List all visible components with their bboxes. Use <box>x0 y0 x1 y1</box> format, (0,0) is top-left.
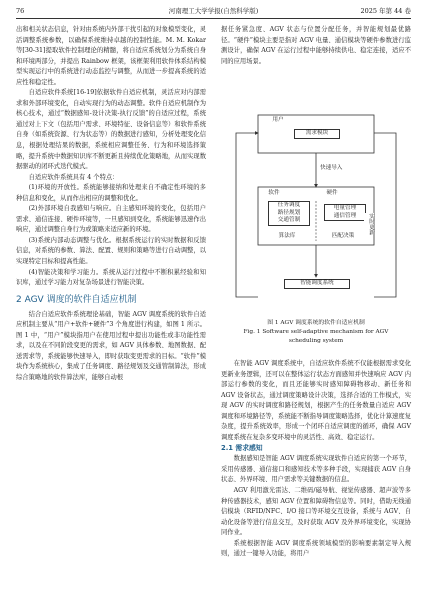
list-item: (2)外部环境自我感知与响应。自主感知环境的变化，包括用户需求、通信连接、硬件环境等，一旦感知到变化，系统能够迅速作出响应，通过调整自身行为或策略来适应新的环境。 <box>16 205 206 234</box>
paragraph: 出和相关状态信息，针对由系统内外部干扰引起的对象模型变化，灵活调整系统参数，以确保系统维持卓越的控制性能。M. M. Kokar 等[30-31]提取软件控制理论的精髓，将自适应系统划分为系统自身和环境两部分，并提出 Rainbow 框架，该框架利用软件体系结构模型实现运行中的系统进行动态监控与调整，从而进一步提高系统的适应性和稳定性。 <box>16 26 206 86</box>
paragraph: 系统根据智能 AGV 调度系统领域模型的影响要素制定导入规则，通过一键导入功能，将用户 <box>221 539 411 558</box>
paragraph: 据任务紧急度、AGV 状态与位置分配任务，并智能规划最优路径。“硬件”模块主要是指对 AGV 电量、通信模块等硬件参数进行监测设计，确保 AGV 在运行过程中能够持续供电、稳定连接，适应不同的应用场景。 <box>221 26 411 65</box>
demand-module-box: 需求模块 <box>294 129 340 139</box>
list-item: (1)环境的开放性。系统能够接纳和处理来自不确定性环境的多种信息和变化，从而作出相应的调整和优化。 <box>16 184 206 202</box>
left-column <box>16 25 206 384</box>
figure-caption-en: Fig. 1 Software self-adaptive mechanism for AGV <box>243 329 389 335</box>
issue-info: 2025 年第 44 卷 <box>360 7 411 15</box>
paragraph: 结合自适应软件系统理论基础，智能 AGV 调度系统的软件自适应机制主要从“用户+软件+硬件”3 个角度进行构建，如图 1 所示。图 1 中，“用户”模块指用户在使用过程中提出功能性或非功能性需求，以及在不同阶段变更的需求，如 AGV 具体参数、地图数据、配送需求等，系统能够快速导入，即时获取变更需求的目标。“软件”模块作为系统核心，集成了任务调度、路径规划及交通管制算法，形成综合策略地的软件算法库，能够自动根 <box>16 310 206 381</box>
loop-left <box>236 133 258 297</box>
list-item: (4)智能决策和学习能力。系统从运行过程中不断积累经验和知识库，通过学习能力对复杂场景进行智能决策。 <box>16 268 206 287</box>
subsection-heading: 2.1 需求感知 <box>221 444 263 453</box>
paragraph: AGV 利用激光雷达、二维码/磁导航、视觉传感器、超声波等多种传感器技术，感知 AGV 位置和障碍物信息等。同时，借助无线通信模块（RFID/NFC、I/O 接口等环境交互设备，系统与 AGV、自动化设备等进行信息交互，及时获取 AGV 及外界环境变化，实现协同作业。 <box>221 487 411 537</box>
right-column-bottom <box>221 359 411 560</box>
hardware-label: 硬件 <box>322 190 342 198</box>
paragraph: 自适应软件系统[16-19]依据软件自适应机制，灵活应对内部需求和外部环境变化，自动实现行为的动态调整。软件自适应机制作为核心技术，通过“数据感知-设计决策-执行反馈”的自适应过程，系统通过对上下文（包括用户需求、环境特征、设备信息等）和软件系统自身（如系统资源、行为状态等）的数据进行感知，分析处理变化信息，根据处理结果的数据，系统相应调整任务、行为和环境选择策略，提升系统中数据知识库不断更新且持续优化策略地，从而实现数据驱动的闭环式迭代模式。 <box>16 89 206 171</box>
system-box: 智能调度系统 <box>284 279 350 289</box>
match-label: 匹配决策 <box>328 233 358 241</box>
software-label: 软件 <box>264 190 284 198</box>
journal-title: 河南理工大学学报(自然科学版) <box>168 7 259 15</box>
loop-right <box>374 133 396 297</box>
section-heading: 2 AGV 调度的软件自适应机制 <box>16 294 137 305</box>
software-box: 任务调度 路径规划 交通管制 <box>268 201 310 226</box>
figure-caption-en-line2: scheduling system <box>288 338 344 344</box>
running-header <box>16 7 411 16</box>
paragraph: 在智能 AGV 调度系统中，自适应软件系统不仅能根据需求变化更新业务逻辑，还可以在整体运行状态方面感知并快速响应 AGV 内部运行参数的变化，而且还能够实时感知障碍物移动、新任务和 AGV 设备状态，通过调度策略设计决策，选择合适的工作模式，实现 AGV 的实时调度和路径规划，根据产生的任务数量自适应 AGV 调度和环境路径等，系统能不断指导调度策略选择，优化计算速度复杂度，提升系统效率，形成一个闭环自适应调度的循环，确保 AGV 调度系统在复杂多变环境中的灵活性、高效、稳定运行。 <box>221 360 411 441</box>
user-label: 用户 <box>268 117 288 125</box>
right-column-top <box>221 25 411 67</box>
page-number: 76 <box>16 7 25 15</box>
import-label: 快速导入 <box>320 165 352 173</box>
list-item: (3)系统内部动态调整与优化。根据系统运行的实时数据和反馈信息，对系统的参数、算法、配置、规则和策略等进行自动调整，以实现特定目标和提高性能。 <box>16 236 206 266</box>
figure-caption-zh: 图 1 AGV 调度系统的软件自适应机制 <box>267 320 365 326</box>
paragraph: 数据感知是智能 AGV 调度系统实现软件自适应的第一个环节，采用传感器、通信接口和感知技术等多种手段，实现捕获 AGV 自身状态、外界环境、用户需求等关键数据的信息。 <box>221 455 411 484</box>
figure-1 <box>224 113 408 313</box>
header-rule <box>16 18 411 19</box>
loop-label: 实时更新 <box>364 213 374 235</box>
hardware-box: 电量管理 通信管理 <box>324 204 366 221</box>
list-intro: 自适应软件系统具有 4 个特点： <box>28 173 119 181</box>
algo-label: 算法库 <box>272 233 302 241</box>
